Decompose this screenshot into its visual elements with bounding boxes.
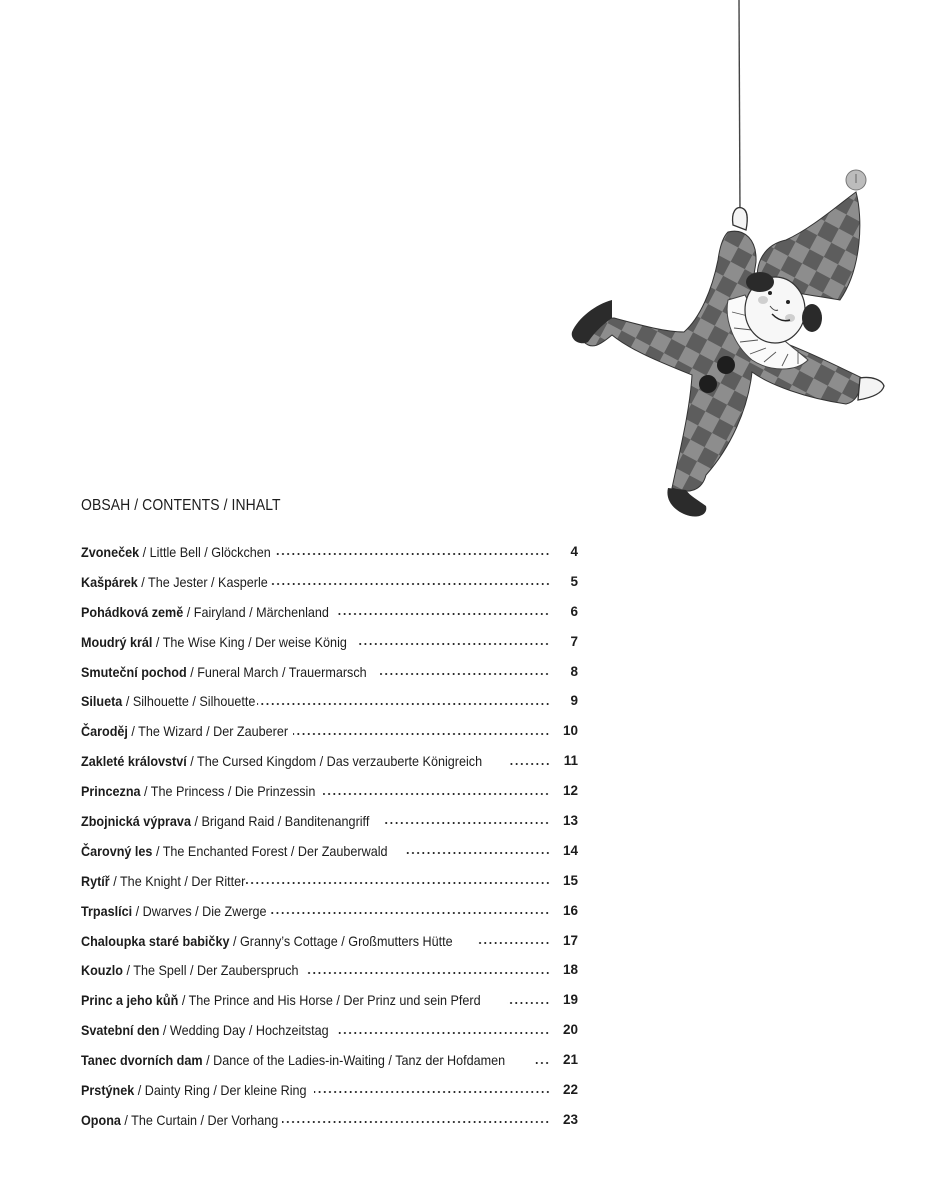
toc-entry-title <box>81 841 388 861</box>
dot-leader <box>271 583 550 585</box>
dot-leader <box>404 852 550 854</box>
toc-entry <box>81 1075 578 1105</box>
dot-leader <box>509 763 550 765</box>
dot-leader <box>274 553 550 555</box>
toc-entry-translations: / Dance of the Ladies-in-Waiting / Tanz der Hofdamen <box>202 1052 506 1069</box>
toc-entry-title <box>81 811 369 831</box>
toc-entry-title <box>81 632 347 652</box>
dot-leader <box>305 972 550 974</box>
toc-entry <box>81 657 578 687</box>
toc-entry-page-number: 17 <box>562 932 578 948</box>
toc-entry-translations: / The Princess / Die Prinzessin <box>140 783 316 800</box>
toc-entry-title <box>81 960 299 980</box>
toc-entry-title <box>81 931 453 951</box>
toc-entry-title <box>81 1080 307 1100</box>
dot-leader <box>338 1032 550 1034</box>
toc-entry-translations: / Funeral March / Trauermarsch <box>186 663 367 680</box>
toc-entry <box>81 866 578 896</box>
dot-leader <box>476 942 550 944</box>
toc-entry-page-number: 18 <box>562 962 578 978</box>
table-of-contents <box>81 537 578 1135</box>
toc-entry-title <box>81 721 288 741</box>
dot-leader <box>383 822 550 824</box>
toc-entry-title <box>81 602 329 622</box>
toc-entry-czech-title: Kašpárek <box>81 573 138 590</box>
contents-heading: OBSAH / CONTENTS / INHALT <box>81 497 281 514</box>
toc-entry-czech-title: Tanec dvorních dam <box>81 1052 203 1069</box>
toc-entry <box>81 537 578 567</box>
toc-entry-page-number: 23 <box>562 1111 578 1127</box>
toc-entry-czech-title: Prstýnek <box>81 1081 135 1098</box>
dot-leader <box>507 1002 550 1004</box>
dot-leader <box>380 673 550 675</box>
toc-entry-translations: / The Curtain / Der Vorhang <box>120 1111 279 1128</box>
dot-leader <box>323 793 550 795</box>
toc-entry-page-number: 7 <box>570 633 578 649</box>
toc-entry-title <box>81 572 268 592</box>
toc-entry-translations: / The Spell / Der Zauberspruch <box>122 962 299 979</box>
toc-entry-translations: / Brigand Raid / Banditenangriff <box>190 812 370 829</box>
toc-entry-translations: / The Wise King / Der weise König <box>152 633 347 650</box>
toc-entry-title <box>81 662 367 682</box>
toc-entry-czech-title: Rytíř <box>81 872 110 889</box>
toc-entry-czech-title: Princezna <box>81 783 141 800</box>
dot-leader <box>257 703 550 705</box>
jester-puppet-illustration <box>560 0 900 530</box>
toc-entry-page-number: 9 <box>570 693 578 709</box>
toc-entry-czech-title: Zakleté království <box>81 753 187 770</box>
toc-entry-czech-title: Chaloupka staré babičky <box>81 932 230 949</box>
toc-entry <box>81 567 578 597</box>
toc-entry-title <box>81 542 271 562</box>
toc-entry-translations: / The Enchanted Forest / Der Zauberwald <box>152 842 388 859</box>
toc-entry-page-number: 21 <box>562 1052 578 1068</box>
toc-entry-czech-title: Čaroděj <box>81 723 128 740</box>
toc-entry <box>81 716 578 746</box>
toc-entry-translations: / Dwarves / Die Zwerge <box>132 902 267 919</box>
toc-entry-translations: / Granny’s Cottage / Großmutters Hütte <box>229 932 453 949</box>
toc-entry-translations: / The Cursed Kingdom / Das verzauberte Königreich <box>186 753 483 770</box>
toc-entry <box>81 1015 578 1045</box>
toc-entry-title <box>81 871 245 891</box>
toc-entry <box>81 686 578 716</box>
toc-entry-czech-title: Opona <box>81 1111 121 1128</box>
toc-entry-title <box>81 751 482 771</box>
toc-entry-translations: / The Jester / Kasperle <box>137 573 268 590</box>
toc-entry-czech-title: Pohádková země <box>81 603 184 620</box>
toc-entry-translations: / Little Bell / Glöckchen <box>139 543 271 560</box>
toc-entry-title <box>81 1020 329 1040</box>
toc-entry-czech-title: Moudrý král <box>81 633 153 650</box>
toc-entry <box>81 896 578 926</box>
toc-entry-czech-title: Smuteční pochod <box>81 663 187 680</box>
toc-entry-translations: / Dainty Ring / Der kleine Ring <box>134 1081 307 1098</box>
toc-entry-translations: / The Wizard / Der Zauberer <box>127 723 289 740</box>
toc-entry-page-number: 14 <box>562 842 578 858</box>
toc-entry-czech-title: Princ a jeho kůň <box>81 992 179 1009</box>
toc-entry-translations: / Silhouette / Silhouette <box>122 693 256 710</box>
toc-entry-page-number: 4 <box>570 543 578 559</box>
toc-entry-title <box>81 1110 278 1130</box>
toc-entry-page-number: 13 <box>562 812 578 828</box>
toc-entry-page-number: 16 <box>562 902 578 918</box>
toc-entry <box>81 1105 578 1135</box>
toc-entry-czech-title: Trpaslíci <box>81 902 133 919</box>
dot-leader <box>314 1091 550 1093</box>
toc-entry-page-number: 12 <box>562 783 578 799</box>
toc-entry <box>81 1045 578 1075</box>
toc-entry <box>81 926 578 956</box>
dot-leader <box>534 1062 550 1064</box>
toc-entry-page-number: 19 <box>562 992 578 1008</box>
toc-entry-title <box>81 990 481 1010</box>
toc-entry-page-number: 6 <box>570 603 578 619</box>
toc-entry-title <box>81 781 315 801</box>
toc-entry-translations: / The Knight / Der Ritter <box>109 872 246 889</box>
toc-entry-czech-title: Kouzlo <box>81 962 123 979</box>
toc-entry <box>81 627 578 657</box>
dot-leader <box>338 613 550 615</box>
toc-entry <box>81 955 578 985</box>
dot-leader <box>246 882 550 884</box>
toc-entry <box>81 746 578 776</box>
toc-entry-czech-title: Silueta <box>81 693 123 710</box>
toc-entry-page-number: 22 <box>562 1081 578 1097</box>
toc-entry-translations: / The Prince and His Horse / Der Prinz und sein Pferd <box>178 992 481 1009</box>
toc-entry-page-number: 20 <box>562 1022 578 1038</box>
dot-leader <box>282 1121 550 1123</box>
dot-leader <box>358 643 550 645</box>
toc-entry-page-number: 11 <box>563 753 578 769</box>
toc-entry-page-number: 10 <box>562 723 578 739</box>
toc-entry <box>81 836 578 866</box>
toc-entry-czech-title: Čarovný les <box>81 842 153 859</box>
dot-leader <box>269 912 550 914</box>
toc-entry-page-number: 15 <box>562 872 578 888</box>
toc-entry-czech-title: Zvoneček <box>81 543 140 560</box>
toc-entry <box>81 985 578 1015</box>
toc-entry-translations: / Fairyland / Märchenland <box>183 603 329 620</box>
toc-entry-title <box>81 1050 505 1070</box>
toc-entry-czech-title: Zbojnická výprava <box>81 812 191 829</box>
toc-entry <box>81 806 578 836</box>
toc-entry-czech-title: Svatební den <box>81 1022 160 1039</box>
toc-entry-translations: / Wedding Day / Hochzeitstag <box>159 1022 329 1039</box>
toc-entry-page-number: 5 <box>570 573 578 589</box>
toc-entry-title <box>81 691 255 711</box>
toc-entry-title <box>81 901 267 921</box>
toc-entry <box>81 597 578 627</box>
dot-leader <box>293 733 550 735</box>
toc-entry-page-number: 8 <box>570 663 578 679</box>
toc-entry <box>81 776 578 806</box>
